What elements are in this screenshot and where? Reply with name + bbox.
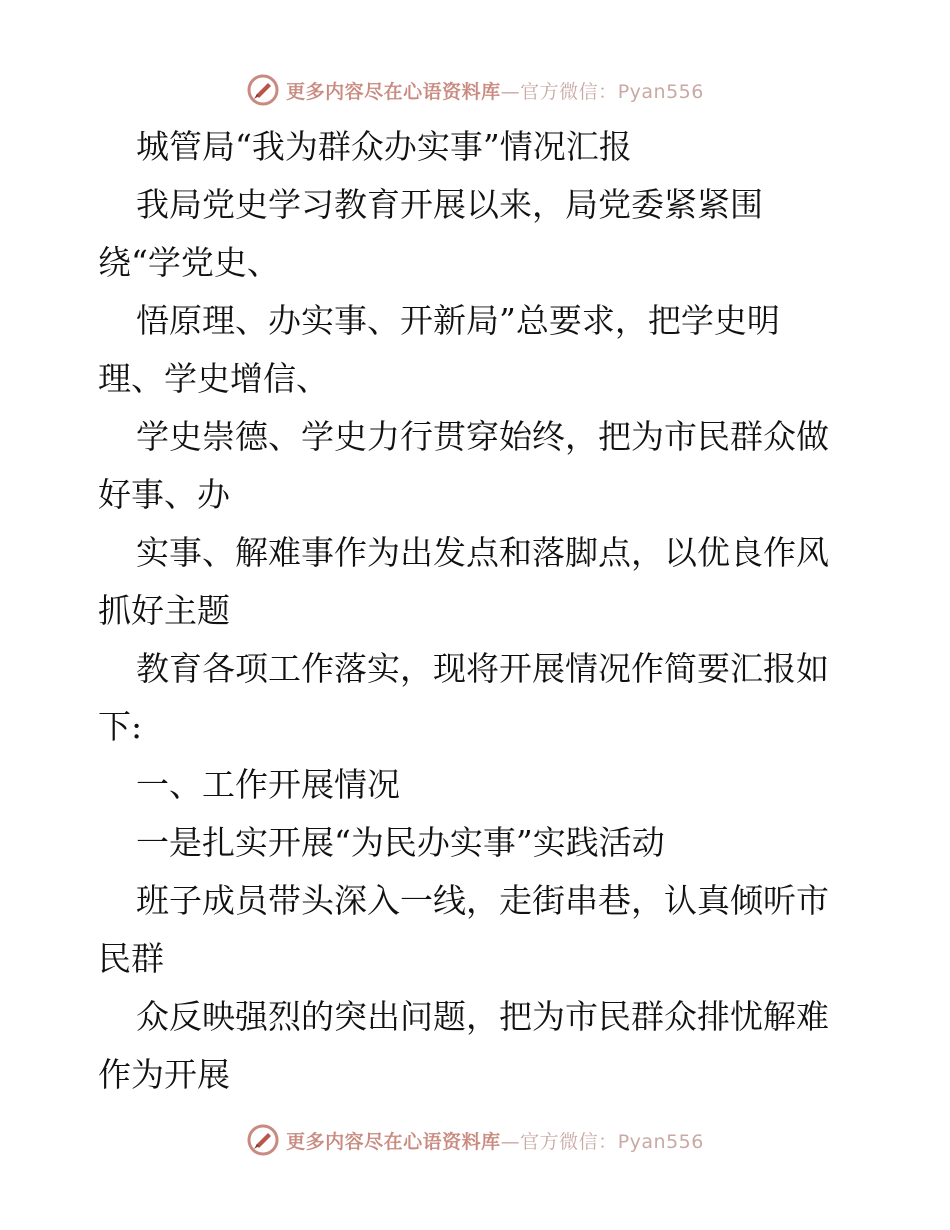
- text-line: 好事、办: [98, 475, 230, 514]
- text-line: 作为开展: [98, 1055, 230, 1094]
- text-line: 学史崇德、学史力行贯穿始终，把为市民群众做: [136, 417, 829, 456]
- watermark-main-text: 更多内容尽在心语资料库: [286, 1130, 501, 1153]
- watermark-sep-text: —官方微信：: [500, 80, 618, 103]
- watermark-id-text: Pyan556: [617, 80, 704, 103]
- text-line: 班子成员带头深入一线，走街串巷，认真倾听市: [136, 881, 829, 920]
- document-title: 城管局“我为群众办实事”情况汇报: [136, 127, 632, 166]
- text-line: 我局党史学习教育开展以来，局党委紧紧围: [136, 185, 763, 224]
- watermark-logo-icon: [246, 73, 280, 107]
- watermark-sep-text: —官方微信：: [500, 1130, 618, 1153]
- watermark-logo-icon: [246, 1123, 280, 1157]
- text-line: 绕“学党史、: [98, 243, 280, 282]
- watermark-main-text: 更多内容尽在心语资料库: [286, 80, 501, 103]
- section-heading: 一、工作开展情况: [136, 765, 400, 804]
- text-line: 民群: [98, 939, 164, 978]
- text-line: 众反映强烈的突出问题，把为市民群众排忧解难: [136, 997, 829, 1036]
- watermark-banner-top: [0, 70, 950, 110]
- text-line: 教育各项工作落实，现将开展情况作简要汇报如: [136, 649, 829, 688]
- text-line: 悟原理、办实事、开新局”总要求，把学史明: [136, 301, 780, 340]
- text-line: 实事、解难事作为出发点和落脚点，以优良作风: [136, 533, 829, 572]
- subsection-heading: 一是扎实开展“为民办实事”实践活动: [136, 823, 665, 862]
- text-line: 理、学史增信、: [98, 359, 329, 398]
- text-line: 下:: [98, 707, 143, 746]
- text-line: 抓好主题: [98, 591, 230, 630]
- document-body: [98, 118, 858, 1104]
- watermark-id-text: Pyan556: [617, 1130, 704, 1153]
- watermark-banner-bottom: [0, 1120, 950, 1160]
